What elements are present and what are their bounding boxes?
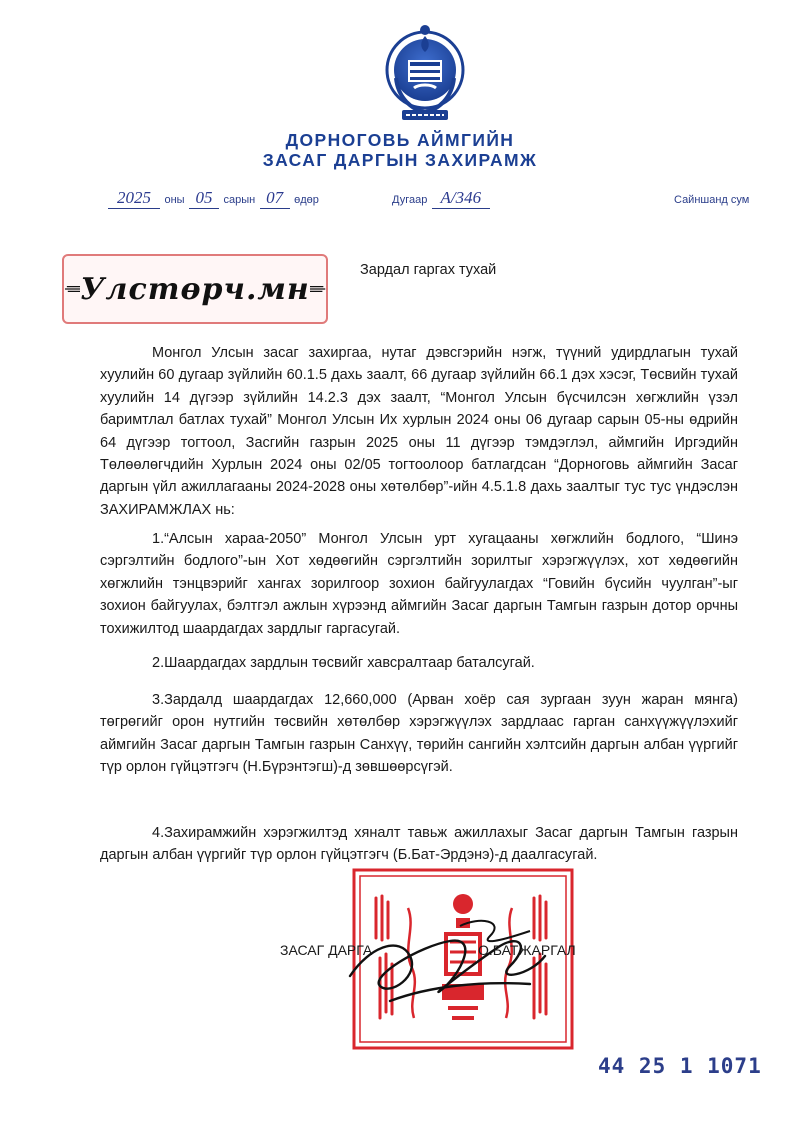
number-value: А/346 [432,188,490,209]
date-month-suffix: сарын [223,194,256,206]
order-item-4: 4.Захирамжийн хэрэгжилтэд хяналт тавьж ажиллахыг Засаг даргын Тамгын газрын даргын албан үүргийг түр орлон гүйцэтгэгч (Б.Бат-Эрдэнэ)-д даалгасугай. [100,825,738,864]
document-subject: Зардал гаргах тухай [360,262,497,278]
signature-icon [330,906,570,1026]
order-item-1: 1.“Алсын хараа-2050” Монгол Улсын урт хугацааны хөгжлийн бодлого, “Шинэ сэргэлтийн бодлого”-ын Хот хөдөөгийн сэргэлтийн зорилтыг хэрэгжүүлэх, хот хөдөөгийн хөгжлийн тэнцвэрийг хангах зорилгоор зохион байгуулагдах “Говийн бүсийн чуулган”-ыг зохион байгуулах, бэлтгэл ажлын хүрээнд аймгийн Засаг даргын Тамгын газрын дотор орчны тохижилтод шаардагдах зардлыг гаргасугай. [100,531,738,637]
state-emblem-icon [384,18,466,128]
document-place: Сайншанд сум [674,194,750,206]
date-year: 2025 [108,188,160,209]
watermark-text: Улстөрч.мн [80,271,310,307]
order-item-2: 2.Шаардагдах зардлын төсвийг хавсралтаар баталсугай. [152,655,535,671]
order-item-3: 3.Зардалд шаардагдах 12,660,000 (Арван хоёр сая зургаан зуун жаран мянга) төгрөгийг орон нутгийн төсвийн хөтөлбөр хэрэгжүүлэх зардлаас гарган санхүүжүүлэхийг аймгийн Засаг даргын Тамгын газрын Санхүү, төрийн сангийн хэлтсийн даргын албан үүргийг түр орлон гүйцэтгэгч (Н.Бүрэнтэгш)-д зөвшөөрсүгэй. [100,692,738,776]
watermark-box [62,254,328,324]
document-number [392,188,490,212]
right-wing-icon [310,281,326,297]
signatory-title: ЗАСАГ ДАРГА [280,942,373,958]
date-day: 07 [260,188,290,209]
date-year-suffix: оны [164,194,185,206]
signatory-name: О.БАТЖАРГАЛ [478,942,576,958]
date-month: 05 [189,188,219,209]
serial-number: 44 25 1 1071 [598,1054,762,1078]
body-intro: Монгол Улсын засаг захиргаа, нутаг дэвсгэрийн нэгж, түүний удирдлагын тухай хуулийн 60 дугаар зүйлийн 60.1.5 дахь заалт, 66 дугаар зүйлийн 66.1 дэх хэсэг, Төсвийн тухай хуулийн 14 дүгээр зүйлийн 14.2.3 дэх заалт, “Монгол Улсын бүсчилсэн хөгжлийн үзэл баримтлал батлах тухай” Монгол Улсын Их хурлын 2024 оны 06 дугаар сарын 05-ны өдрийн 64 дүгээр тогтоол, Засгийн газрын 2025 оны 11 дүгээр тэмдэглэл, аймгийн Иргэдийн Төлөөлөгчдийн Хурлын 2024 оны 02/05 тогтоолоор батлагдсан “Дорноговь аймгийн Засаг даргын үйл ажиллагааны 2024-2028 оны хөтөлбөр”-ийн 4.5.1.8 дахь заалтыг тус тус үндэслэн ЗАХИРАМЖЛАХ нь: [100,345,738,518]
date-day-suffix: өдөр [294,194,319,206]
number-label: Дугаар [392,194,428,206]
document-type: ЗАСАГ ДАРГЫН ЗАХИРАМЖ [262,150,538,170]
left-wing-icon [64,281,80,297]
document-authority: ДОРНОГОВЬ АЙМГИЙН [285,130,515,150]
document-date [108,188,319,212]
